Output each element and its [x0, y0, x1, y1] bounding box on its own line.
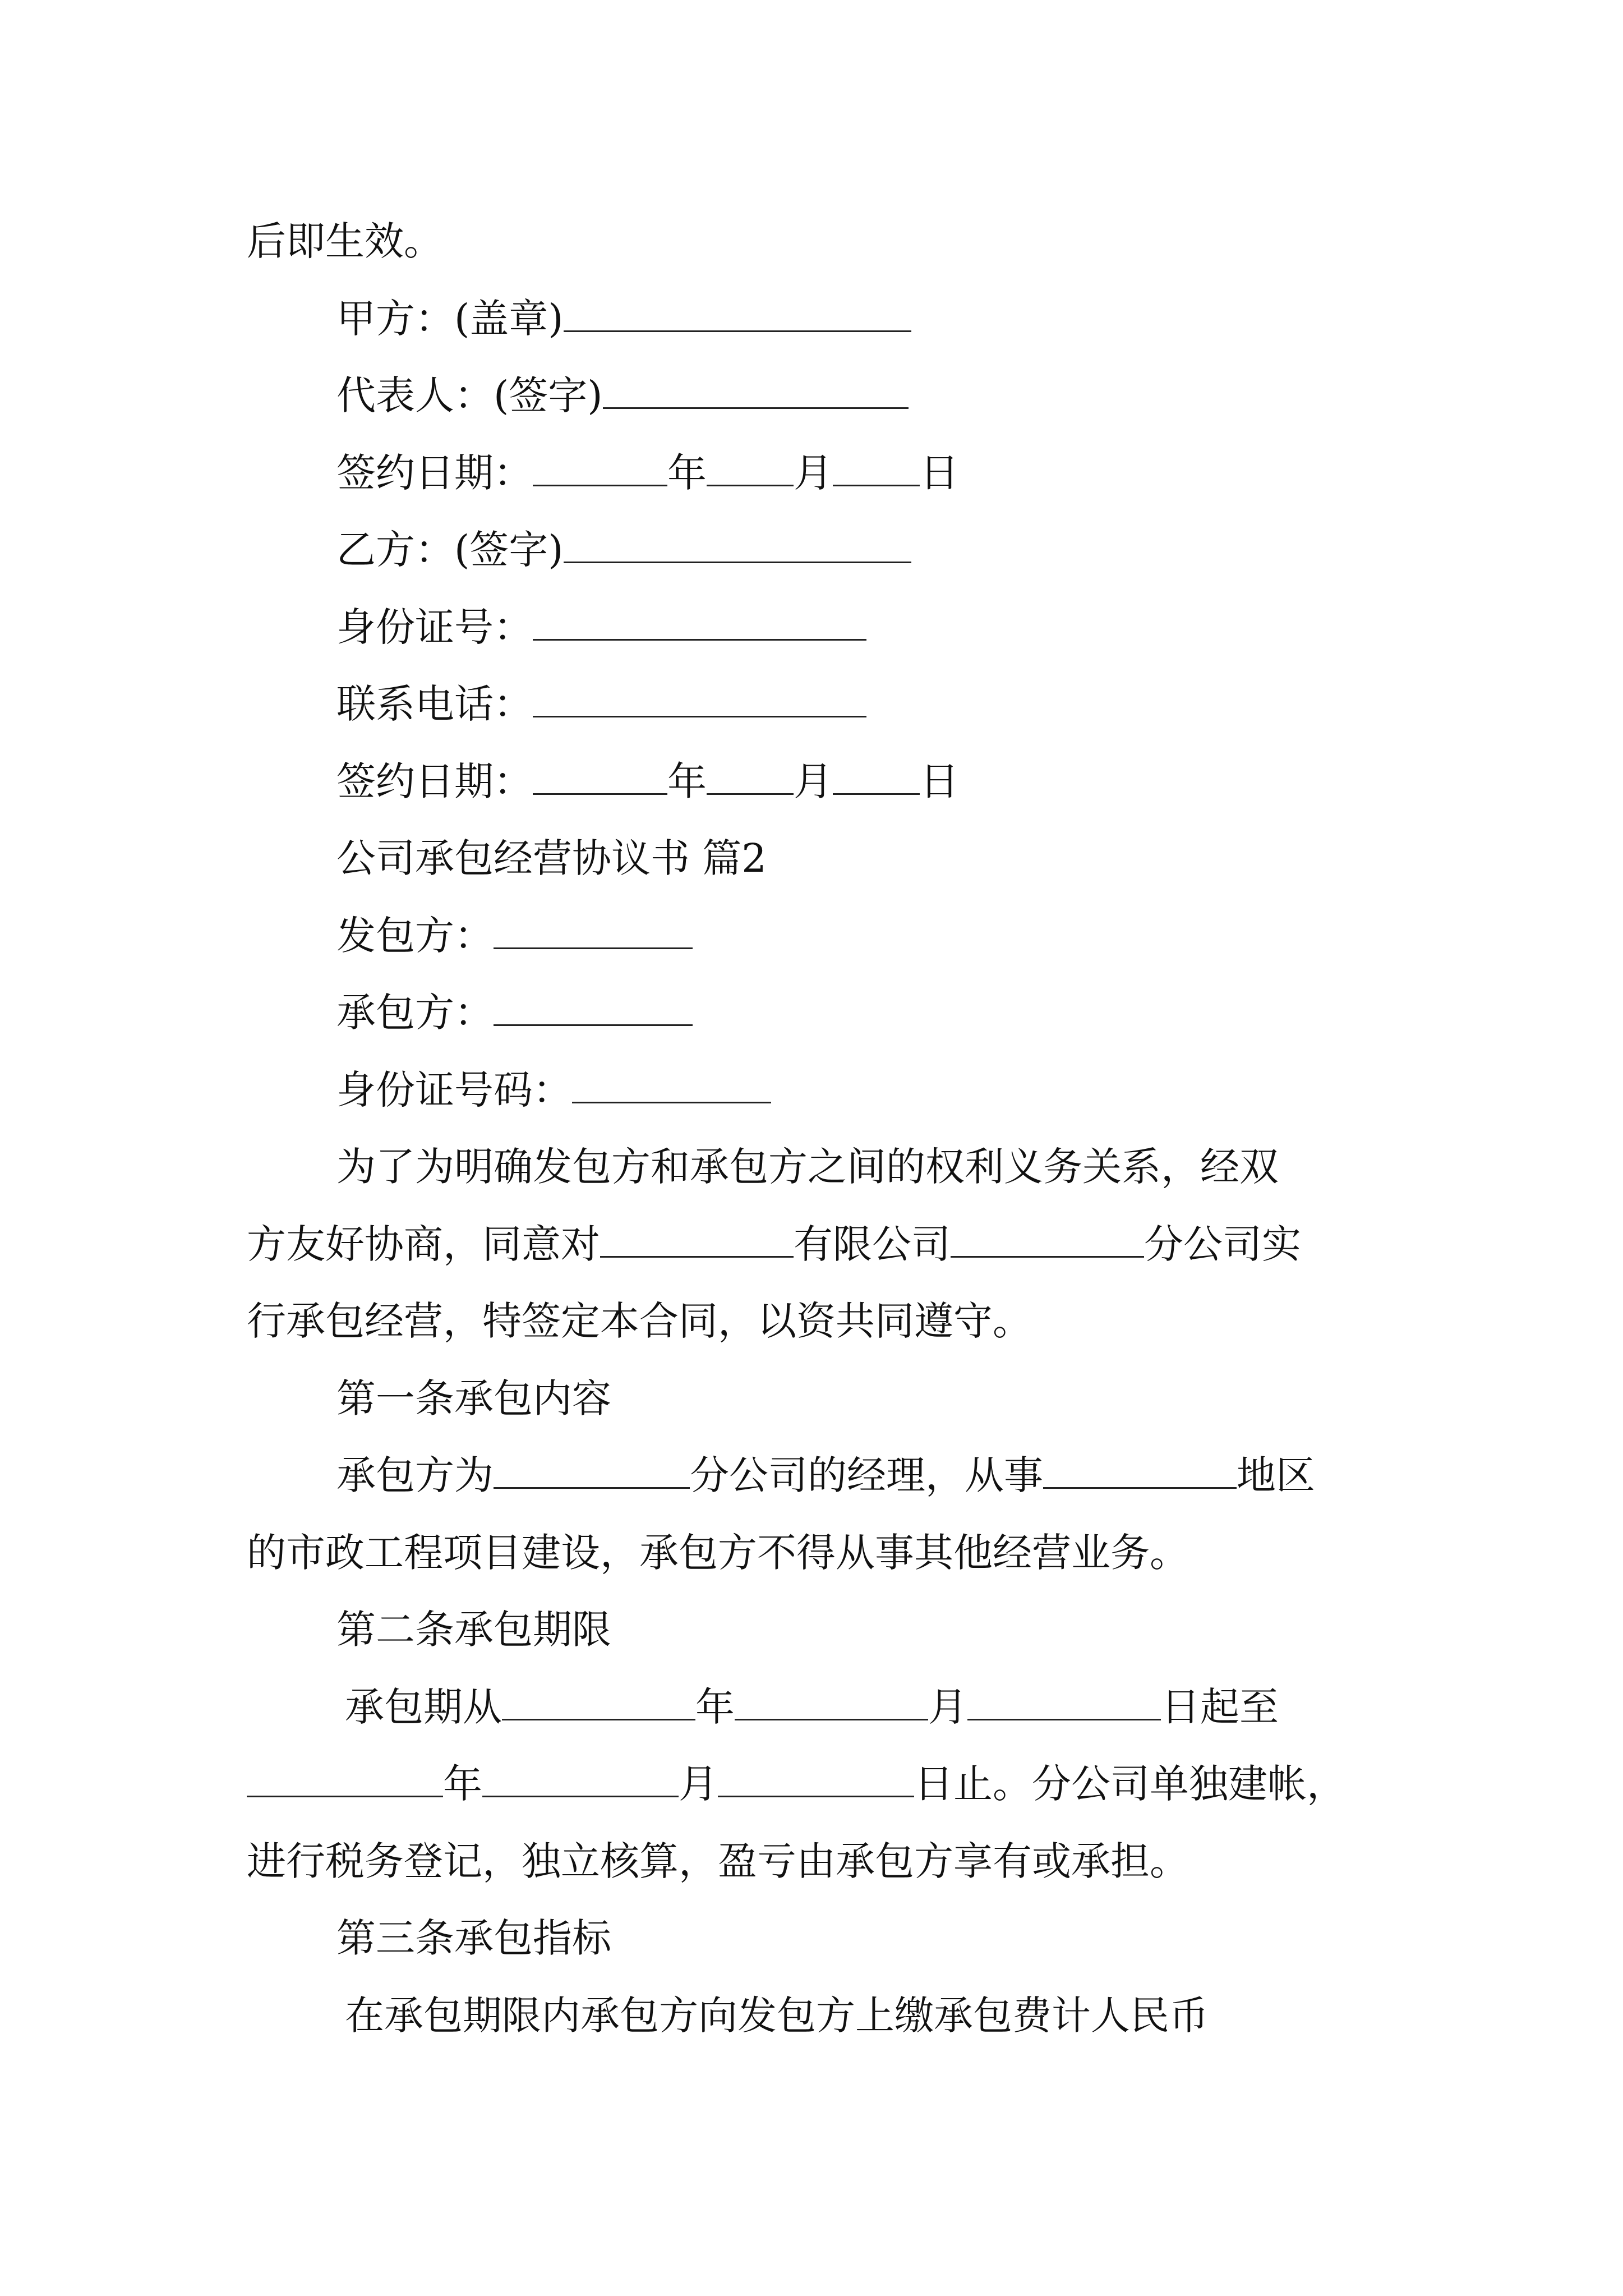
line-text: 进行税务登记，独立核算，盈亏由承包方享有或承担。 [247, 1838, 1189, 1884]
fill-blank [564, 524, 911, 563]
line-text: 联系电话： [336, 681, 533, 727]
fill-blank [833, 448, 920, 486]
fill-blank [494, 1450, 690, 1489]
line-text: 代表人：(签字) [336, 372, 603, 418]
line-text: 分公司实 [1144, 1221, 1301, 1267]
paragraph-line [336, 1447, 1315, 1503]
line-text: 为了为明确发包方和承包方之间的权利义务关系，经双 [336, 1144, 1279, 1190]
fill-blank [564, 293, 911, 332]
fill-blank [735, 1682, 928, 1720]
article-heading [336, 1910, 611, 1966]
id-number-line [336, 1062, 771, 1118]
line-text: 行承包经营，特签定本合同，以资共同遵守。 [247, 1298, 1032, 1344]
paragraph-line [345, 1679, 1279, 1735]
fill-blank [572, 1065, 771, 1103]
line-text: 日起至 [1161, 1684, 1279, 1730]
line-text: 的市政工程项目建设，承包方不得从事其他经营业务。 [247, 1530, 1189, 1576]
paragraph-line [345, 1987, 1209, 2044]
fill-blank [707, 448, 794, 486]
line-text: 甲方：(盖章) [336, 296, 564, 342]
line-text: 发包方： [336, 913, 494, 959]
line-text: 日 [920, 450, 959, 496]
line-text: 月 [794, 450, 833, 496]
paragraph-line [247, 1293, 1032, 1349]
line-text: 年 [443, 1761, 482, 1807]
line-text: 方友好协商，同意对 [247, 1221, 600, 1267]
line-text: 身份证号码： [336, 1067, 572, 1113]
paragraph-line [247, 1216, 1301, 1272]
line-text: 分公司的经理，从事 [690, 1452, 1043, 1498]
phone-line [336, 676, 866, 732]
paragraph-line [247, 1756, 1346, 1812]
line-text: 承包方： [336, 990, 494, 1036]
fill-blank [533, 679, 866, 717]
signature-line-party-a [336, 291, 911, 347]
line-text: 后即生效。 [247, 218, 443, 264]
fill-blank [533, 756, 667, 795]
fill-blank [494, 987, 693, 1026]
line-text: 年 [695, 1684, 735, 1730]
article-heading [336, 1370, 611, 1427]
date-line [336, 445, 959, 501]
contractee-line [336, 984, 693, 1041]
fill-blank [247, 1759, 443, 1797]
line-text: 承包方为 [336, 1452, 494, 1498]
fill-blank [533, 602, 866, 641]
line-text: 有限公司 [794, 1221, 951, 1267]
fill-blank [502, 1682, 695, 1720]
line-text: 日 [920, 758, 959, 804]
fill-blank [718, 1759, 914, 1797]
section-title [336, 830, 767, 886]
fill-blank [707, 756, 794, 795]
paragraph-line [247, 1833, 1189, 1889]
line-text: 身份证号： [336, 604, 533, 650]
line-text: 月 [679, 1761, 718, 1807]
line-text: 签约日期： [336, 758, 533, 804]
line-text: 乙方：(签字) [336, 527, 564, 573]
line-text: 年 [667, 758, 707, 804]
paragraph-line [336, 1139, 1279, 1195]
fill-blank [494, 910, 693, 949]
contractor-line [336, 908, 693, 964]
line-text: 地区 [1237, 1452, 1315, 1498]
line-text: 承包期从 [345, 1684, 502, 1730]
signature-line-representative [336, 367, 909, 424]
fill-blank [967, 1682, 1161, 1720]
article-heading [336, 1602, 611, 1658]
id-number-line [336, 599, 866, 655]
line-text: 第一条承包内容 [336, 1375, 611, 1421]
fill-blank [951, 1219, 1144, 1258]
text-line [247, 213, 443, 269]
line-text: 月 [794, 758, 833, 804]
fill-blank [1043, 1450, 1237, 1489]
fill-blank [533, 448, 667, 486]
line-text: 在承包期限内承包方向发包方上缴承包费计人民币 [345, 1993, 1209, 2039]
line-text: 第三条承包指标 [336, 1915, 611, 1961]
line-text: 月 [928, 1684, 967, 1730]
line-text: 签约日期： [336, 450, 533, 496]
signature-line-party-b [336, 522, 911, 578]
line-text: 日止。分公司单独建帐， [914, 1761, 1346, 1807]
date-line [336, 753, 959, 809]
fill-blank [600, 1219, 794, 1258]
line-text: 公司承包经营协议书 篇2 [336, 835, 767, 881]
fill-blank [482, 1759, 679, 1797]
line-text: 年 [667, 450, 707, 496]
paragraph-line [247, 1525, 1189, 1581]
line-text: 第二条承包期限 [336, 1607, 611, 1653]
fill-blank [833, 756, 920, 795]
fill-blank [603, 370, 909, 409]
